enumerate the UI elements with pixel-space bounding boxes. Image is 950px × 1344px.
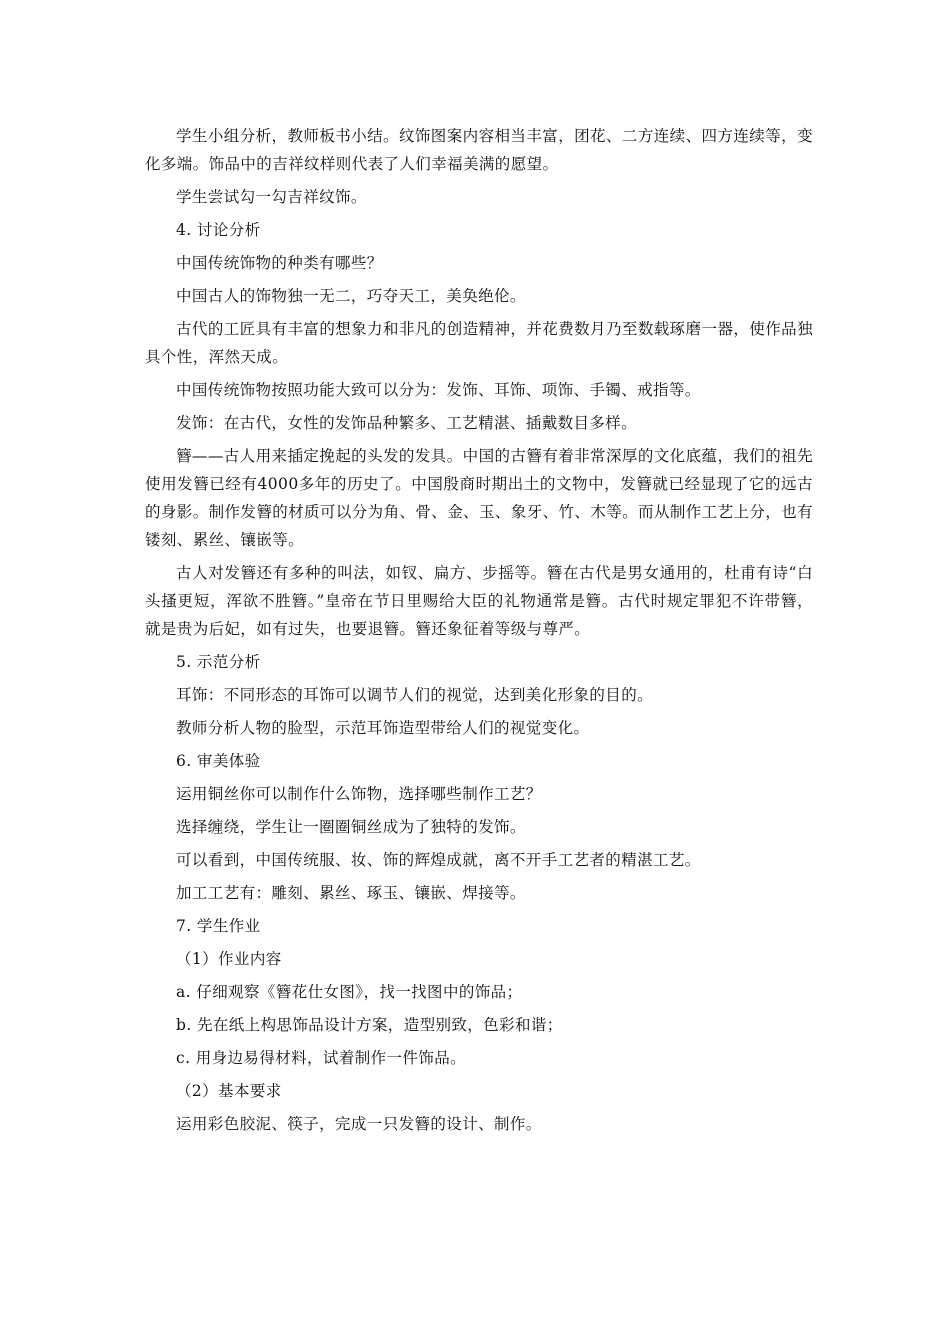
paragraph-hairpin-history: 簪——古人用来插定挽起的头发的发具。中国的古簪有着非常深厚的文化底蕴，我们的祖先使用发簪已经有4000多年的历史了。中国殷商时期出土的文物中，发簪就已经显现了它的远古的身影。制作发簪的材质可以分为角、骨、金、玉、象牙、竹、木等。而从制作工艺上分，也有镂刻、累丝、镶嵌等。 xyxy=(145,447,813,549)
heading-demonstration: 5. 示范分析 xyxy=(176,653,261,671)
paragraph-copper-wire-question: 运用铜丝你可以制作什么饰物，选择哪些制作工艺？ xyxy=(176,785,542,803)
heading-discussion: 4. 讨论分析 xyxy=(176,221,261,239)
paragraph-requirement: 运用彩色胶泥、筷子，完成一只发簪的设计、制作。 xyxy=(176,1115,542,1133)
paragraph-try-pattern: 学生尝试勾一勾吉祥纹饰。 xyxy=(176,188,367,206)
paragraph-hair-ornaments: 发饰：在古代，女性的发饰品种繁多、工艺精湛、插戴数目多样。 xyxy=(176,414,638,432)
homework-item-b: b. 先在纸上构思饰品设计方案，造型别致，色彩和谐； xyxy=(176,1016,563,1034)
document-body xyxy=(145,122,813,1143)
subheading-homework-content: （1）作业内容 xyxy=(176,950,282,968)
homework-item-a: a. 仔细观察《簪花仕女图》，找一找图中的饰品； xyxy=(176,983,523,1001)
paragraph-ancient-ornaments: 中国古人的饰物独一无二，巧夺天工，美奂绝伦。 xyxy=(176,287,526,305)
paragraph-categories: 中国传统饰物按照功能大致可以分为：发饰、耳饰、项饰、手镯、戒指等。 xyxy=(176,381,701,399)
heading-homework: 7. 学生作业 xyxy=(176,917,261,935)
paragraph-group-analysis: 学生小组分析，教师板书小结。纹饰图案内容相当丰富，团花、二方连续、四方连续等，变化多端。饰品中的吉祥纹样则代表了人们幸福美满的愿望。 xyxy=(145,127,813,173)
subheading-basic-requirements: （2）基本要求 xyxy=(176,1082,282,1100)
paragraph-earrings: 耳饰：不同形态的耳饰可以调节人们的视觉，达到美化形象的目的。 xyxy=(176,686,654,704)
paragraph-face-shape: 教师分析人物的脸型，示范耳饰造型带给人们的视觉变化。 xyxy=(176,719,590,737)
paragraph-question-types: 中国传统饰物的种类有哪些？ xyxy=(176,254,383,272)
paragraph-craftsmen: 古代的工匠具有丰富的想象力和非凡的创造精神，并花费数月乃至数载琢磨一器，使作品独具个性，浑然天成。 xyxy=(145,320,813,366)
paragraph-techniques: 加工工艺有：雕刻、累丝、琢玉、镶嵌、焊接等。 xyxy=(176,884,526,902)
paragraph-hairpin-names: 古人对发簪还有多种的叫法，如钗、扁方、步摇等。簪在古代是男女通用的，杜甫有诗“白头搔更短，浑欲不胜簪。”皇帝在节日里赐给大臣的礼物通常是簪。古代时规定罪犯不许带簪，就是贵为后妃，如有过失，也要退簪。簪还象征着等级与尊严。 xyxy=(145,564,813,638)
paragraph-winding: 选择缠绕，学生让一圈圈铜丝成为了独特的发饰。 xyxy=(176,818,526,836)
paragraph-achievement: 可以看到，中国传统服、妆、饰的辉煌成就，离不开手工艺者的精湛工艺。 xyxy=(176,851,701,869)
homework-item-c: c. 用身边易得材料，试着制作一件饰品。 xyxy=(176,1049,467,1067)
heading-aesthetic-experience: 6. 审美体验 xyxy=(176,752,261,770)
